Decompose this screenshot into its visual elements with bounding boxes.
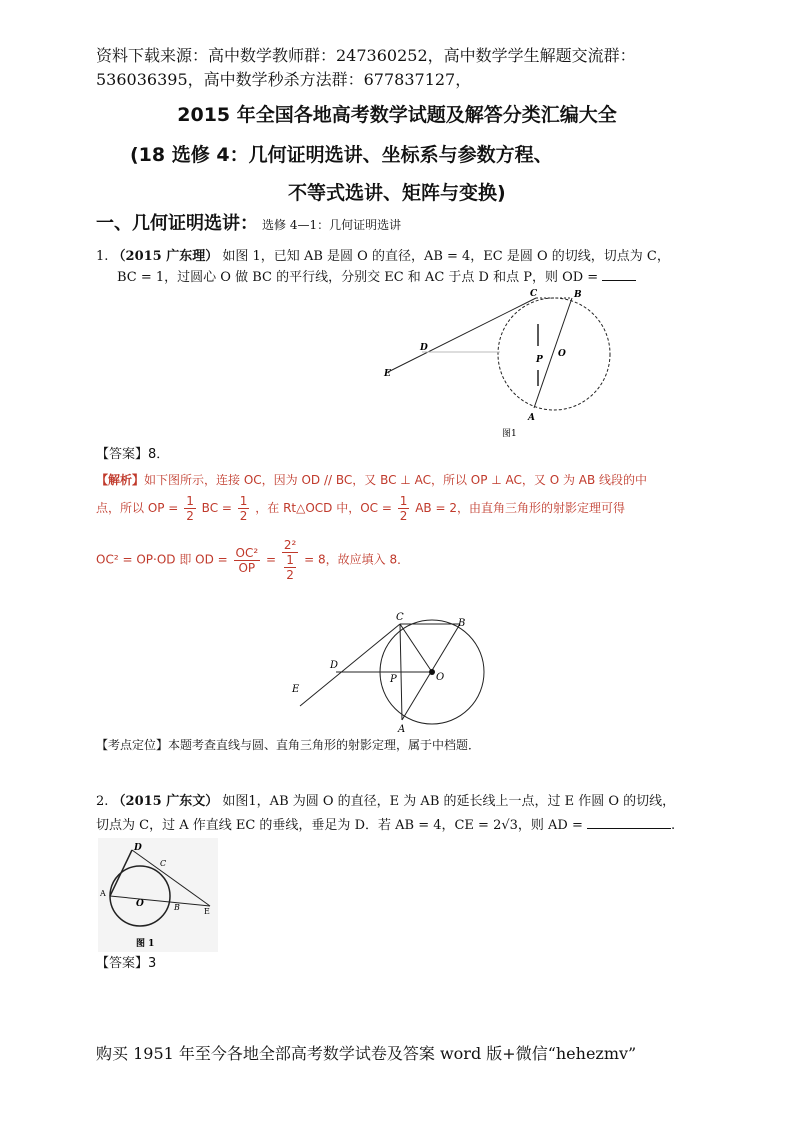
q2-stem-line-2: 切点为 C，过 A 作直线 EC 的垂线，垂足为 D．若 AB = 4，CE = 2√3，则 AD = . — [96, 814, 675, 837]
q1-frac-den: 2 — [286, 568, 294, 582]
q1-frac-den: 2 — [186, 509, 194, 523]
q1-a-label-o: O — [436, 672, 445, 683]
section-heading — [96, 209, 401, 235]
q2-answer: 【答案】3 — [96, 956, 157, 971]
header-line-1: 资料下载来源：高中数学教师群：247360252，高中数学学生解题交流群： — [96, 46, 636, 65]
q1-a-label-c: C — [396, 612, 404, 623]
q2-figure-bg — [98, 838, 218, 952]
q1-frac-den: 2 — [399, 509, 408, 523]
section-title: 一、几何证明选讲： — [96, 213, 258, 234]
q1-label-e: E — [384, 369, 391, 379]
q1-analysis-3b: = 8，故应填入 8． — [304, 552, 410, 567]
q2-figure — [98, 838, 218, 952]
q1-label-o: O — [558, 349, 566, 359]
q2-label-o: O — [136, 899, 144, 909]
section-subtitle: 选修 4—1：几何证明选讲 — [262, 218, 402, 232]
q1-frac-num: OC² — [235, 545, 259, 560]
q1-label-p: P — [536, 355, 543, 365]
q1-kaodian: 【考点定位】本题考查直线与圆、直角三角形的射影定理，属于中档题． — [96, 738, 481, 752]
doc-subtitle-2: 不等式选讲、矩阵与变换) — [288, 182, 506, 204]
q1-source: （2015 广东理） — [112, 249, 219, 264]
q1-analysis-2d: AB = 2，由直角三角形的射影定理可得 — [415, 501, 625, 515]
q1-a-label-e: E — [292, 684, 300, 695]
q1-analysis-3a: OC² = OP·OD 即 OD = — [96, 552, 228, 567]
q2-stem-b: 切点为 C，过 A 作直线 EC 的垂线，垂足为 D．若 AB = 4，CE = 2√3，则 AD = — [96, 818, 583, 833]
q2-label-c: C — [160, 859, 167, 868]
q1-a-center — [429, 669, 435, 675]
q1-frac-den-nested — [282, 553, 298, 582]
q1-analysis-2b: BC = — [201, 501, 232, 515]
q1-label-b: B — [574, 290, 582, 300]
q1-analysis-2a: 点，所以 OP = — [96, 501, 179, 515]
q1-frac-oc — [234, 546, 261, 575]
q2-source: （2015 广东文） — [112, 794, 219, 809]
q1-stem-line-1 — [96, 246, 670, 268]
q1-stem-b: BC = 1，过圆心 O 做 BC 的平行线，分别交 EC 和 AC 于点 D 和点 P，则 OD = — [117, 270, 599, 285]
footer-ad: 购买 1951 年至今各地全部高考数学试卷及答案 word 版+微信“hehezmv” — [96, 1044, 637, 1063]
q1-stem-a: 如图 1，已知 AB 是圆 O 的直径，AB = 4，EC 是圆 O 的切线，切点为 C， — [222, 249, 670, 264]
q1-frac-half-2 — [238, 494, 250, 523]
q1-label-c: C — [530, 289, 538, 299]
q1-a-label-a: A — [398, 724, 406, 734]
q1-answer: 【答案】8． — [96, 447, 170, 462]
q2-label-b: B — [174, 903, 180, 912]
q1-number: 1. — [96, 249, 109, 264]
q1-frac-den: 2 — [239, 509, 248, 523]
q1-frac-num: 2² — [283, 538, 297, 552]
q2-label-d: D — [134, 843, 142, 853]
q2-label-e: E — [204, 907, 210, 916]
doc-subtitle-1: (18 选修 4：几何证明选讲、坐标系与参数方程、 — [130, 144, 553, 166]
q1-frac-num: 1 — [186, 494, 194, 508]
q2-label-a: A — [100, 889, 106, 898]
q1-analysis-tag: 【解析】 — [96, 473, 145, 487]
q1-frac-inner — [284, 553, 296, 582]
q2-stem-line-1 — [96, 791, 675, 813]
q1-frac-num: 1 — [239, 494, 248, 508]
q1-a-label-d: D — [330, 660, 339, 671]
q1-frac-num: 1 — [399, 494, 408, 508]
q1-fig-caption: 图1 — [502, 429, 517, 439]
q1-figure — [374, 284, 624, 444]
q1-frac-num: 1 — [286, 553, 294, 567]
q2-answer-blank — [587, 814, 671, 829]
q1-label-a: A — [528, 413, 535, 423]
q1-answer-blank — [602, 266, 636, 281]
q1-a-oc — [400, 624, 432, 672]
q1-label-d: D — [420, 343, 428, 353]
q2-fig-caption: 图 1 — [136, 939, 155, 949]
header-line-2: 536036395，高中数学秒杀方法群：677837127， — [96, 70, 472, 89]
q1-analysis-2c: ，在 Rt△OCD 中，OC = — [255, 501, 392, 515]
q1-tangent-line — [388, 298, 536, 372]
q1-analysis-figure — [280, 606, 500, 734]
q2-stem-a: 如图1，AB 为圆 O 的直径，E 为 AB 的延长线上一点，过 E 作圆 O 的切线， — [222, 794, 676, 809]
q1-frac-compound — [282, 538, 298, 582]
q1-a-label-b: B — [458, 618, 466, 629]
doc-title: 2015 年全国各地高考数学试题及解答分类汇编大全 — [177, 104, 617, 126]
q1-frac-den: OP — [238, 560, 256, 575]
q1-diameter — [534, 298, 572, 408]
q1-analysis-line-3: OC² = OP·OD 即 OD = $\frac{\text{OC²}}{OP}$ = $\frac{\text{2²}}{\frac{1}{2}}$ = 8，故应填入 8． — [96, 538, 410, 582]
q2-number: 2. — [96, 794, 109, 809]
q1-analysis-line-2 — [96, 494, 625, 523]
q1-circle — [498, 298, 610, 410]
q1-frac-half-3 — [398, 494, 410, 523]
q1-analysis-1: 如下图所示，连接 OC，因为 OD // BC，又 BC ⊥ AC，所以 OP ⊥ AC，又 O 为 AB 线段的中 — [144, 473, 648, 487]
q1-frac-half-1 — [184, 494, 196, 523]
q1-analysis-line-1 — [96, 471, 647, 488]
q1-a-label-p: P — [390, 674, 397, 685]
